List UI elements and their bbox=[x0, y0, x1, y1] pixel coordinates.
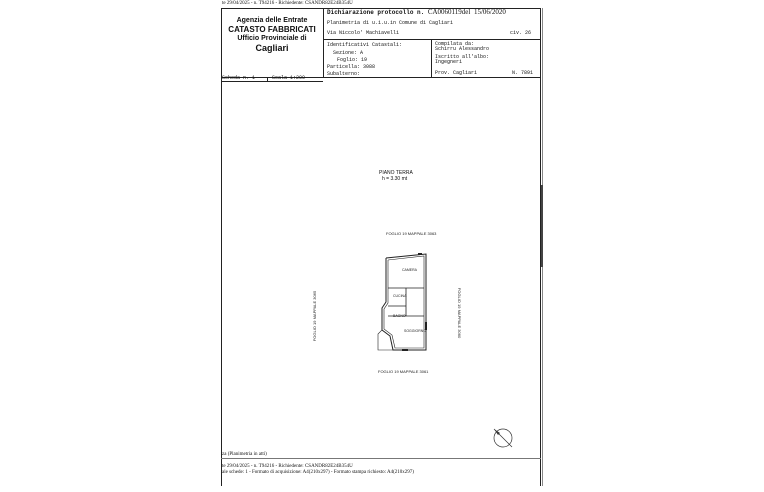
office-city: Cagliari bbox=[255, 43, 289, 53]
declaration-date: 15/06/2020 bbox=[473, 8, 506, 16]
subalterno: Subalterno: bbox=[327, 71, 361, 77]
scheda-line bbox=[221, 81, 323, 82]
agency-block bbox=[222, 17, 322, 54]
registration-number: N. 7891 bbox=[512, 70, 534, 76]
room-camera: CAMERA bbox=[402, 268, 417, 272]
scheda-divider bbox=[267, 77, 268, 82]
scala-label: Scala 1:200 bbox=[272, 75, 306, 81]
compilata-title: Compilata da: bbox=[435, 41, 475, 47]
header-ident-divider bbox=[431, 39, 432, 78]
iscritto-label: Iscritto all'albo: bbox=[435, 54, 490, 60]
floor-height: h = 3.30 mt bbox=[382, 176, 408, 182]
civic-number: civ. 26 bbox=[510, 30, 532, 36]
header-bottom-line bbox=[221, 77, 541, 78]
right-boundary-label: FOGLIO 19 MAPPALE 3060 bbox=[457, 287, 463, 339]
header-divider bbox=[323, 8, 324, 78]
declaration-date-label: del bbox=[461, 8, 471, 16]
header-mid-line bbox=[323, 39, 541, 40]
scheda-label: Scheda n. 1 bbox=[222, 75, 256, 81]
footer-line2: te 29/04/2025 - n. T94216 - Richiedente: CSANDR82E24B354U bbox=[222, 464, 353, 469]
bottom-boundary-label: FOGLIO 19 MAPPALE 3061 bbox=[378, 369, 429, 374]
footer-line3: ale schede: 1 - Formato di acquisizione: A4(210x297) - Formato stampa richiesto: A4(210x297) bbox=[222, 470, 414, 475]
declaration-line bbox=[327, 9, 506, 16]
declaration-value: CA0060119 bbox=[427, 8, 462, 16]
declaration-label: Dichiarazione protocollo n. bbox=[327, 9, 425, 16]
office-label: Ufficio Provinciale di bbox=[237, 35, 307, 42]
floor-title: PIANO TERRA bbox=[379, 170, 413, 176]
room-soggiorno: SOGGIORNO bbox=[404, 329, 426, 333]
floor-plan bbox=[360, 250, 435, 355]
ident-title: Identificativi Catastali: bbox=[327, 42, 403, 48]
prov-label: Prov. Cagliari bbox=[435, 70, 478, 76]
sezione: Sezione: A bbox=[333, 50, 364, 56]
catasto-title: CATASTO FABBRICATI bbox=[228, 25, 316, 34]
room-cucina: CUCINA bbox=[393, 294, 407, 298]
iscritto-value: Ingegneri bbox=[435, 59, 463, 65]
top-stamp: te 29/04/2025 - n. T94216 - Richiedente: CSANDR82E24B354U bbox=[222, 1, 353, 6]
planimetry-line: Planimetria di u.i.u.in Comune di Cagliari bbox=[327, 20, 454, 26]
address-line: Via Niccolo' Machiavelli bbox=[327, 30, 400, 36]
foglio: Foglio: 19 bbox=[337, 57, 368, 63]
right-edge-mark bbox=[541, 185, 543, 267]
particella: Particella: 3088 bbox=[327, 64, 376, 70]
footer-separator bbox=[221, 458, 541, 459]
agency-name: Agenzia delle Entrate bbox=[236, 17, 308, 24]
north-arrow-icon bbox=[490, 425, 516, 451]
footer-line1: za (Planimetria in atti) bbox=[222, 452, 267, 457]
top-boundary-label: FOGLIO 19 MAPPALE 3063 bbox=[386, 231, 437, 236]
left-boundary-label: FOGLIO 19 MAPPALE 3065 bbox=[312, 290, 318, 342]
room-bagno: BAGNO bbox=[393, 314, 406, 318]
compilata-name: Schirru Alessandro bbox=[435, 46, 490, 52]
